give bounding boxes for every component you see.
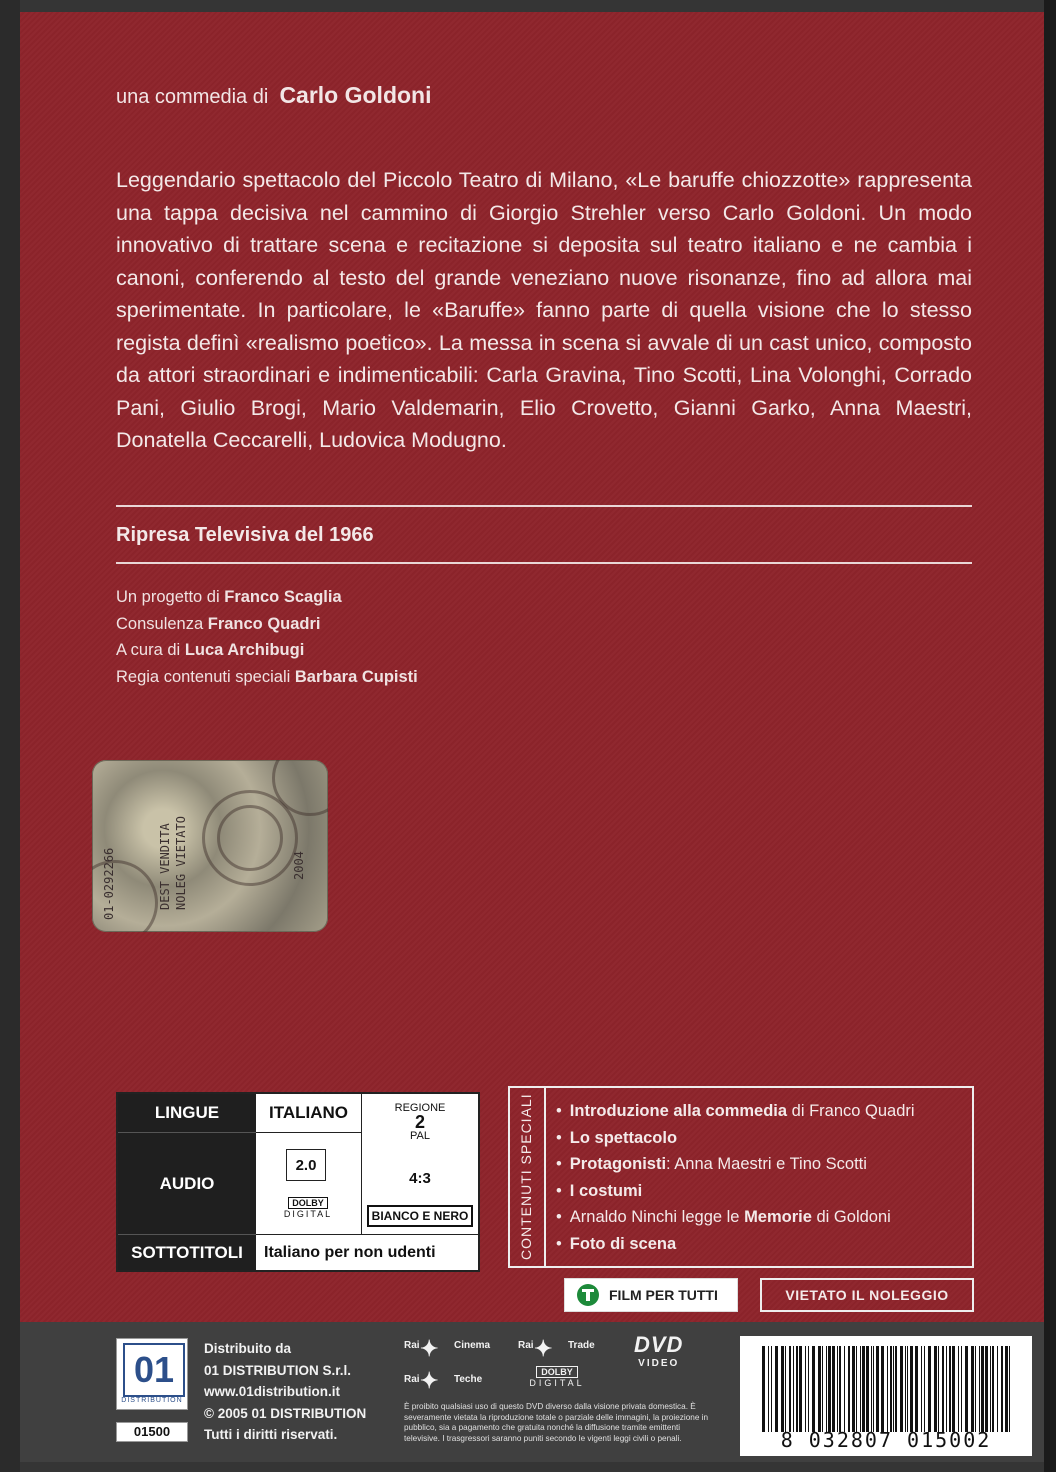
ripresa-title: Ripresa Televisiva del 1966 xyxy=(116,524,374,546)
dolby-digital-logo-bottom: DOLBY DIGITAL xyxy=(529,1367,585,1388)
sottotitoli-value: Italiano per non udenti xyxy=(256,1234,478,1270)
aspect-ratio: 4:3 xyxy=(409,1169,431,1187)
product-code: 01500 xyxy=(116,1422,188,1442)
audio-label: AUDIO xyxy=(118,1132,256,1234)
dolby-digital-logo: DOLBY DIGITAL xyxy=(283,1198,333,1219)
barcode-bars xyxy=(740,1340,1032,1436)
regione-box: REGIONE 2 PAL xyxy=(394,1102,446,1142)
list-item: • Foto di scena xyxy=(556,1231,915,1258)
credit-line: Regia contenuti speciali Barbara Cupisti xyxy=(116,667,418,686)
credits xyxy=(116,584,418,690)
rating-icon xyxy=(577,1284,599,1306)
dvd-back-cover: una commedia di Carlo Goldoni Leggendario spettacolo del Piccolo Teatro di Milano, «Le baruffe chiozzotte» rappresenta una tappa decisiva nel cammino di Giorgio Strehler verso Carlo Goldoni. Un modo innovativo di trattare scena e recitazione si deposita sul teatro italiano e ne cambia i canoni, conferendo al testo del grande veneziano nuove risonanze, fino ad allora mai sperimentate. In particolare, le «Baruffe» fanno parte di quella visione che lo stesso regista definì «realismo poetico». La messa in scena si avvale di un cast unico, composto da attori straordinari e indimenticabili: Carla Gravina, Tino Scotti, Lina Volonghi, Corrado Pani, Giulio Brogi, Mario Valdemarin, Elio Crovetto, Gianni Garko, Anna Maestri, Donatella Ceccarelli, Ludovica Modugno. Ripresa Televisiva del 1966 Un progetto di Franco Scaglia Consulenza Franco Quadri A cura di Luca Archibugi Regia contenuti speciali Barbara Cupisti 01-0292266 DEST VENDITA NOLEG VIETATO 2004 LINGUE ITALIANO REGIONE 2 PAL AUDIO 2.0 DOLBY DIGITAL 4:3 BIANCO E NERO SOTTOTITOLI Italiano per non udenti CONTENUTI SPECIALI • Introduzione alla commedia di Franco Quadri • Lo spettacolo • Protagonisti: Anna Maestri e Tino Scotti • I costumi • Arnaldo Ninchi legge le Memorie di Goldoni • Foto di scena FILM PER TUTTI VIETATO IL NOLEGGIO 01 DISTRIBUTION 01500 Distribuito da 01 DISTRIBUTION S.r.l. www.01distribution.it © 2005 01 DISTRIBUTION Tutti i diritti riservati. Rai ✦ Cinema Rai ✦ Trade Rai ✦ Teche DOLBY DIGITAL DVD VIDEO È proibito qualsiasi uso di questo DVD diverso dalla visione privata domestica. È severamente vietata la riproduzione totale o parziale delle immagini, la proiezione in pubblico, sia a pagamento che gratuita nonché la diffusione tramite emittenti televisive. I trasgressori saranno puniti secondo le vigenti leggi civili o penali. 8 032807 015002 xyxy=(0,0,1056,1472)
color-badge: BIANCO E NERO xyxy=(367,1205,474,1227)
divider-bottom xyxy=(116,562,972,564)
author-name: Carlo Goldoni xyxy=(279,82,432,108)
sottotitoli-label: SOTTOTITOLI xyxy=(118,1234,256,1270)
distributor-info: Distribuito da 01 DISTRIBUTION S.r.l. www.01distribution.it © 2005 01 DISTRIBUTION Tutti i diritti riservati. xyxy=(204,1341,367,1442)
author-line xyxy=(116,82,432,109)
case-edge-right xyxy=(1044,0,1056,1472)
siae-hologram-sticker: 01-0292266 DEST VENDITA NOLEG VIETATO 2004 xyxy=(92,760,328,932)
divider-top xyxy=(116,505,972,507)
rental-notice: VIETATO IL NOLEGGIO xyxy=(760,1278,974,1312)
list-item: • Introduzione alla commedia di Franco Quadri xyxy=(556,1098,915,1125)
barcode: 8 032807 015002 xyxy=(740,1336,1032,1456)
special-contents-list xyxy=(556,1098,915,1257)
audio-channels: 2.0 xyxy=(286,1149,326,1181)
01-distribution-logo: 01 DISTRIBUTION xyxy=(116,1338,188,1410)
description: Leggendario spettacolo del Piccolo Teatro di Milano, «Le baruffe chiozzotte» rappresenta una tappa decisiva nel cammino di Giorgio Strehler verso Carlo Goldoni. Un modo innovativo di trattare scena e recitazione si deposita sul teatro italiano e ne cambia i canoni, conferendo al testo del grande veneziano nuove risonanze, fino ad allora mai sperimentate. In particolare, le «Baruffe» fanno parte di quella visione che lo stesso regista definì «realismo poetico». La messa in scena si avvale di un cast unico, composto da attori straordinari e indimenticabili: Carla Gravina, Tino Scotti, Lina Volonghi, Corrado Pani, Giulio Brogi, Mario Valdemarin, Elio Crovetto, Gianni Garko, Anna Maestri, Donatella Ceccarelli, Ludovica Modugno. xyxy=(116,168,972,452)
special-contents-title: CONTENUTI SPECIALI xyxy=(518,1093,534,1260)
list-item: • I costumi xyxy=(556,1178,915,1205)
special-contents xyxy=(508,1086,974,1268)
case-edge-left xyxy=(0,0,20,1472)
specs-table xyxy=(116,1092,480,1272)
author-prefix: una commedia di xyxy=(116,86,269,108)
credit-line: Consulenza Franco Quadri xyxy=(116,614,321,633)
list-item: • Protagonisti: Anna Maestri e Tino Scotti xyxy=(556,1151,915,1178)
legal-notice: È proibito qualsiasi uso di questo DVD diverso dalla visione privata domestica. È severamente vietata la riproduzione totale o parziale delle immagini, la proiezione in pubblico, sia a pagamento che gratuita nonché la diffusione tramite emittenti televisive. I trasgressori saranno puniti secondo le vigenti leggi civili o penali. xyxy=(404,1402,709,1443)
audio-box xyxy=(256,1132,362,1234)
credit-line: Un progetto di Franco Scaglia xyxy=(116,588,342,606)
list-item: • Lo spettacolo xyxy=(556,1125,915,1152)
rating-badge: FILM PER TUTTI xyxy=(564,1278,738,1312)
lingue-label: LINGUE xyxy=(118,1094,256,1132)
dvd-video-logo: DVD VIDEO xyxy=(634,1332,684,1369)
lingue-value: ITALIANO xyxy=(256,1094,362,1132)
list-item: • Arnaldo Ninchi legge le Memorie di Goldoni xyxy=(556,1204,915,1231)
credit-line: A cura di Luca Archibugi xyxy=(116,641,305,659)
